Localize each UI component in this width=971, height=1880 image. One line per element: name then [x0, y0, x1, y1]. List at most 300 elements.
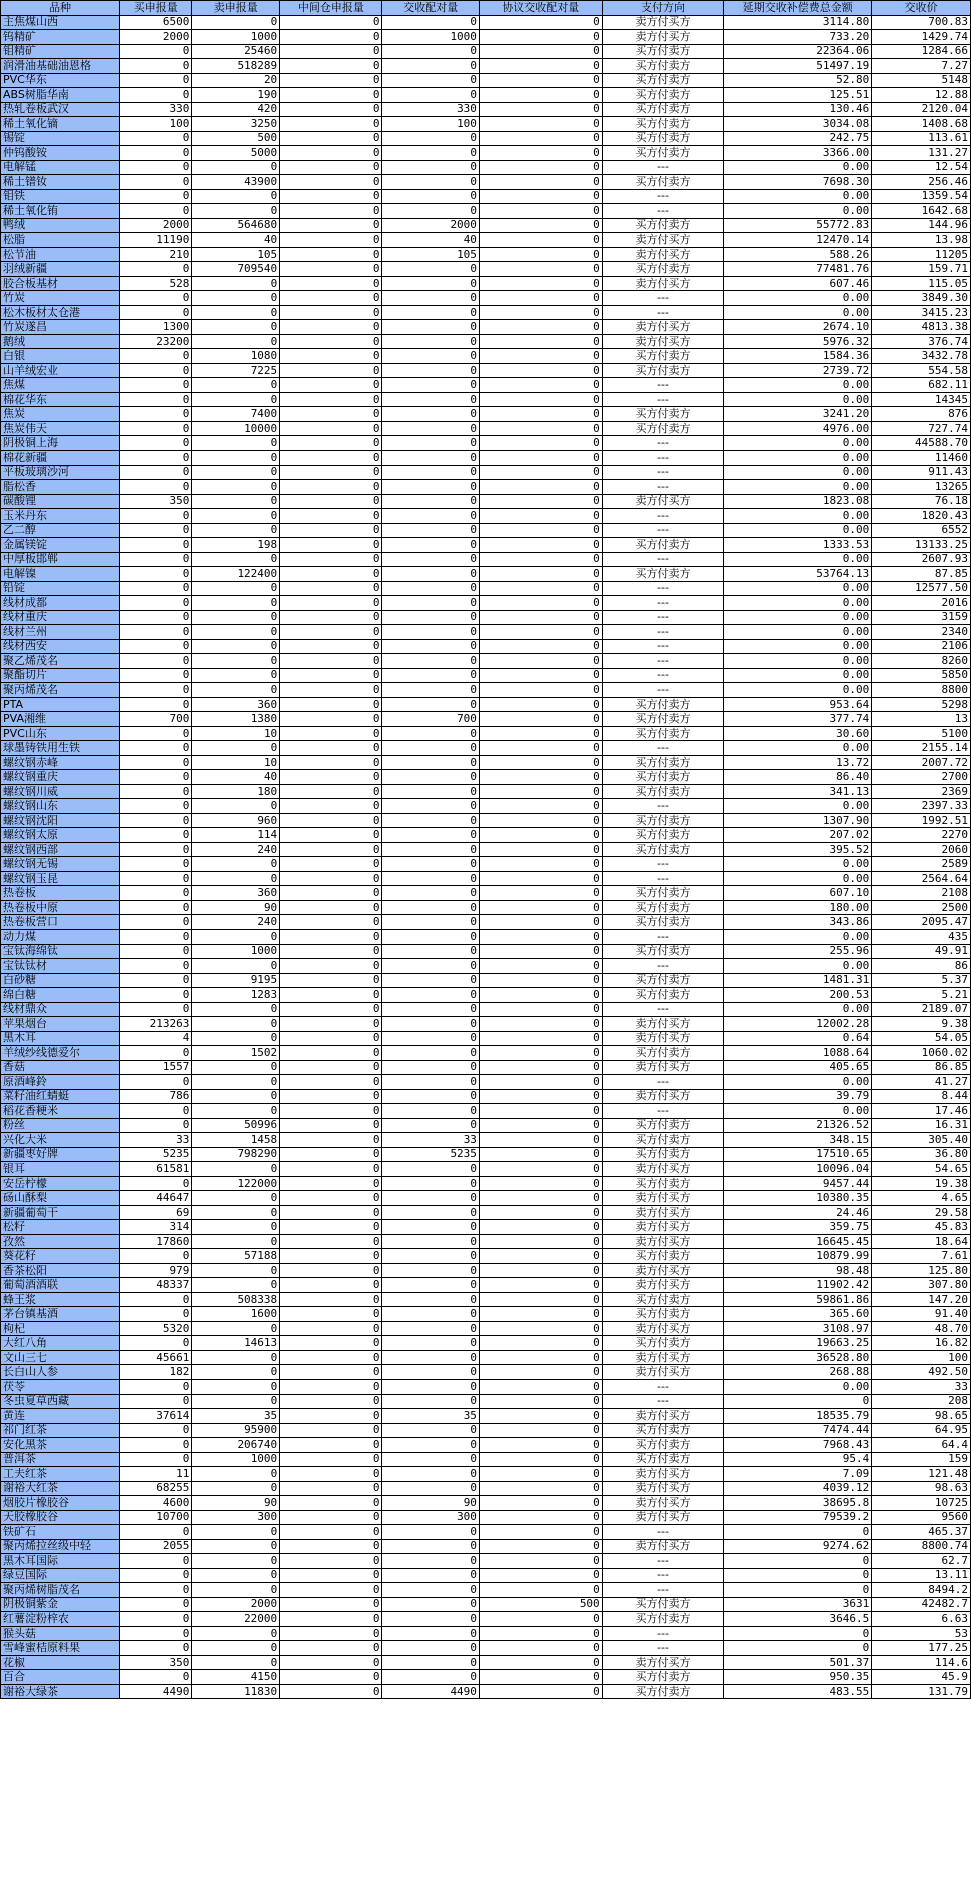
buy-qty-cell: 0: [120, 871, 192, 886]
agreement-qty-cell: 0: [479, 538, 602, 553]
agreement-qty-cell: 0: [479, 567, 602, 582]
compensation-cell: 0: [724, 1554, 872, 1569]
agreement-qty-cell: 0: [479, 523, 602, 538]
table-row: [1, 1684, 971, 1699]
compensation-cell: 3646.5: [724, 1612, 872, 1627]
compensation-cell: 13.72: [724, 755, 872, 770]
payment-direction-cell: ---: [602, 189, 724, 204]
payment-direction-cell: 买方付卖方: [602, 102, 724, 117]
agreement-qty-cell: 0: [479, 291, 602, 306]
sell-qty-cell: 0: [192, 1394, 280, 1409]
variety-cell: PTA: [1, 697, 120, 712]
sell-qty-cell: 0: [192, 1525, 280, 1540]
agreement-qty-cell: 0: [479, 1641, 602, 1656]
table-row: [1, 1525, 971, 1540]
matched-qty-cell: 100: [382, 117, 479, 132]
compensation-cell: 1481.31: [724, 973, 872, 988]
intermediate-qty-cell: 0: [280, 581, 382, 596]
intermediate-qty-cell: 0: [280, 30, 382, 45]
intermediate-qty-cell: 0: [280, 1496, 382, 1511]
variety-cell: 香菇: [1, 1060, 120, 1075]
matched-qty-cell: 0: [382, 1176, 479, 1191]
intermediate-qty-cell: 0: [280, 509, 382, 524]
sell-qty-cell: 960: [192, 813, 280, 828]
buy-qty-cell: 0: [120, 349, 192, 364]
compensation-cell: 0.00: [724, 799, 872, 814]
variety-cell: 茅台镇基酒: [1, 1307, 120, 1322]
compensation-cell: 36528.80: [724, 1350, 872, 1365]
payment-direction-cell: 买方付卖方: [602, 813, 724, 828]
agreement-qty-cell: 0: [479, 305, 602, 320]
table-row: [1, 799, 971, 814]
compensation-cell: 0.00: [724, 959, 872, 974]
intermediate-qty-cell: 0: [280, 1670, 382, 1685]
matched-qty-cell: 0: [382, 1365, 479, 1380]
delivery-price-cell: 5.37: [872, 973, 971, 988]
buy-qty-cell: 0: [120, 1626, 192, 1641]
sell-qty-cell: 518289: [192, 59, 280, 74]
buy-qty-cell: 0: [120, 538, 192, 553]
matched-qty-cell: 0: [382, 494, 479, 509]
payment-direction-cell: ---: [602, 523, 724, 538]
buy-qty-cell: 0: [120, 697, 192, 712]
payment-direction-cell: ---: [602, 581, 724, 596]
delivery-price-cell: 48.70: [872, 1321, 971, 1336]
buy-qty-cell: 528: [120, 276, 192, 291]
delivery-price-cell: 177.25: [872, 1641, 971, 1656]
agreement-qty-cell: 0: [479, 349, 602, 364]
buy-qty-cell: 33: [120, 1133, 192, 1148]
agreement-qty-cell: 0: [479, 813, 602, 828]
matched-qty-cell: 0: [382, 392, 479, 407]
agreement-qty-cell: 0: [479, 1046, 602, 1061]
matched-qty-cell: 0: [382, 1321, 479, 1336]
table-row: [1, 1133, 971, 1148]
agreement-qty-cell: 0: [479, 755, 602, 770]
payment-direction-cell: 买方付卖方: [602, 363, 724, 378]
agreement-qty-cell: 0: [479, 1583, 602, 1598]
payment-direction-cell: ---: [602, 654, 724, 669]
buy-qty-cell: 0: [120, 1568, 192, 1583]
intermediate-qty-cell: 0: [280, 160, 382, 175]
variety-cell: 原酒峰鈴: [1, 1075, 120, 1090]
compensation-cell: 0.00: [724, 930, 872, 945]
compensation-cell: 0.00: [724, 581, 872, 596]
variety-cell: 棉花新疆: [1, 450, 120, 465]
payment-direction-cell: 买方付卖方: [602, 1176, 724, 1191]
delivery-price-cell: 12.54: [872, 160, 971, 175]
sell-qty-cell: 0: [192, 1060, 280, 1075]
matched-qty-cell: 0: [382, 871, 479, 886]
table-row: [1, 1641, 971, 1656]
table-row: [1, 726, 971, 741]
delivery-price-cell: 159: [872, 1452, 971, 1467]
table-row: [1, 44, 971, 59]
sell-qty-cell: 43900: [192, 175, 280, 190]
delivery-price-cell: 2369: [872, 784, 971, 799]
agreement-qty-cell: 0: [479, 1089, 602, 1104]
buy-qty-cell: 0: [120, 436, 192, 451]
sell-qty-cell: 105: [192, 247, 280, 262]
delivery-price-cell: 29.58: [872, 1205, 971, 1220]
variety-cell: 热卷板营口: [1, 915, 120, 930]
matched-qty-cell: 2000: [382, 218, 479, 233]
sell-qty-cell: 0: [192, 1365, 280, 1380]
table-row: [1, 59, 971, 74]
intermediate-qty-cell: 0: [280, 378, 382, 393]
payment-direction-cell: 买方付卖方: [602, 1438, 724, 1453]
payment-direction-cell: 买方付卖方: [602, 175, 724, 190]
buy-qty-cell: 0: [120, 1554, 192, 1569]
header-row: [1, 1, 971, 16]
buy-qty-cell: 0: [120, 1379, 192, 1394]
variety-cell: 中厚板邯郸: [1, 552, 120, 567]
matched-qty-cell: 0: [382, 1597, 479, 1612]
variety-cell: 孜然: [1, 1234, 120, 1249]
agreement-qty-cell: 0: [479, 450, 602, 465]
payment-direction-cell: 卖方付买方: [602, 1234, 724, 1249]
delivery-price-cell: 16.31: [872, 1118, 971, 1133]
intermediate-qty-cell: 0: [280, 1626, 382, 1641]
variety-cell: 聚丙烯茂名: [1, 683, 120, 698]
variety-cell: 阴极铜上海: [1, 436, 120, 451]
table-row: [1, 741, 971, 756]
buy-qty-cell: 0: [120, 523, 192, 538]
table-row: [1, 784, 971, 799]
intermediate-qty-cell: 0: [280, 1409, 382, 1424]
table-row: [1, 436, 971, 451]
payment-direction-cell: ---: [602, 871, 724, 886]
variety-cell: 白砂糖: [1, 973, 120, 988]
intermediate-qty-cell: 0: [280, 1191, 382, 1206]
sell-qty-cell: 0: [192, 1162, 280, 1177]
compensation-cell: 0.00: [724, 480, 872, 495]
matched-qty-cell: 0: [382, 770, 479, 785]
agreement-qty-cell: 0: [479, 944, 602, 959]
matched-qty-cell: 0: [382, 654, 479, 669]
buy-qty-cell: 0: [120, 552, 192, 567]
intermediate-qty-cell: 0: [280, 1118, 382, 1133]
buy-qty-cell: 0: [120, 813, 192, 828]
variety-cell: 竹炭遂昌: [1, 320, 120, 335]
table-row: [1, 450, 971, 465]
table-row: [1, 1002, 971, 1017]
agreement-qty-cell: 0: [479, 131, 602, 146]
matched-qty-cell: 0: [382, 291, 479, 306]
variety-cell: 平板玻璃沙河: [1, 465, 120, 480]
table-row: [1, 915, 971, 930]
matched-qty-cell: 0: [382, 320, 479, 335]
intermediate-qty-cell: 0: [280, 189, 382, 204]
compensation-cell: 0.00: [724, 1104, 872, 1119]
matched-qty-cell: 0: [382, 276, 479, 291]
intermediate-qty-cell: 0: [280, 915, 382, 930]
payment-direction-cell: 买方付卖方: [602, 1670, 724, 1685]
delivery-price-cell: 376.74: [872, 334, 971, 349]
sell-qty-cell: 40: [192, 233, 280, 248]
delivery-price-cell: 147.20: [872, 1292, 971, 1307]
variety-cell: 葡萄酒酒联: [1, 1278, 120, 1293]
agreement-qty-cell: 0: [479, 30, 602, 45]
matched-qty-cell: 0: [382, 930, 479, 945]
variety-cell: 普洱茶: [1, 1452, 120, 1467]
table-row: [1, 392, 971, 407]
sell-qty-cell: 0: [192, 450, 280, 465]
matched-qty-cell: 0: [382, 900, 479, 915]
compensation-cell: 52.80: [724, 73, 872, 88]
table-row: [1, 262, 971, 277]
table-row: [1, 1626, 971, 1641]
table-row: [1, 1234, 971, 1249]
agreement-qty-cell: 0: [479, 509, 602, 524]
matched-qty-cell: 40: [382, 233, 479, 248]
intermediate-qty-cell: 0: [280, 799, 382, 814]
compensation-cell: 30.60: [724, 726, 872, 741]
variety-cell: 稀土氧化镝: [1, 117, 120, 132]
table-row: [1, 1191, 971, 1206]
payment-direction-cell: 买方付卖方: [602, 1147, 724, 1162]
sell-qty-cell: 4150: [192, 1670, 280, 1685]
agreement-qty-cell: 0: [479, 1176, 602, 1191]
agreement-qty-cell: 0: [479, 1234, 602, 1249]
sell-qty-cell: 0: [192, 160, 280, 175]
matched-qty-cell: 0: [382, 1539, 479, 1554]
buy-qty-cell: 0: [120, 509, 192, 524]
delivery-price-cell: 131.79: [872, 1684, 971, 1699]
payment-direction-cell: ---: [602, 509, 724, 524]
payment-direction-cell: 买方付卖方: [602, 900, 724, 915]
intermediate-qty-cell: 0: [280, 552, 382, 567]
table-row: [1, 1539, 971, 1554]
sell-qty-cell: 0: [192, 1278, 280, 1293]
matched-qty-cell: 0: [382, 1394, 479, 1409]
variety-cell: 聚丙烯树脂茂名: [1, 1583, 120, 1598]
payment-direction-cell: 买方付卖方: [602, 262, 724, 277]
payment-direction-cell: 买方付卖方: [602, 784, 724, 799]
matched-qty-cell: 0: [382, 407, 479, 422]
intermediate-qty-cell: 0: [280, 1031, 382, 1046]
delivery-price-cell: 5100: [872, 726, 971, 741]
delivery-price-cell: 2589: [872, 857, 971, 872]
matched-qty-cell: 0: [382, 1017, 479, 1032]
buy-qty-cell: 0: [120, 755, 192, 770]
payment-direction-cell: 买方付卖方: [602, 421, 724, 436]
table-row: [1, 320, 971, 335]
variety-cell: 松籽: [1, 1220, 120, 1235]
variety-cell: 热卷板中原: [1, 900, 120, 915]
variety-cell: 粉丝: [1, 1118, 120, 1133]
agreement-qty-cell: 0: [479, 915, 602, 930]
variety-cell: 铁矿石: [1, 1525, 120, 1540]
buy-qty-cell: 0: [120, 1104, 192, 1119]
variety-cell: 绿豆国际: [1, 1568, 120, 1583]
delivery-price-cell: 7.27: [872, 59, 971, 74]
matched-qty-cell: 0: [382, 59, 479, 74]
buy-qty-cell: 6500: [120, 15, 192, 30]
agreement-qty-cell: 0: [479, 1191, 602, 1206]
agreement-qty-cell: 0: [479, 1075, 602, 1090]
compensation-cell: 7.09: [724, 1467, 872, 1482]
delivery-price-cell: 45.9: [872, 1670, 971, 1685]
matched-qty-cell: 0: [382, 1292, 479, 1307]
buy-qty-cell: 4600: [120, 1496, 192, 1511]
agreement-qty-cell: 0: [479, 1670, 602, 1685]
agreement-qty-cell: 0: [479, 871, 602, 886]
intermediate-qty-cell: 0: [280, 1263, 382, 1278]
table-row: [1, 770, 971, 785]
buy-qty-cell: 0: [120, 1525, 192, 1540]
variety-cell: 螺纹钢沈阳: [1, 813, 120, 828]
intermediate-qty-cell: 0: [280, 639, 382, 654]
matched-qty-cell: 0: [382, 581, 479, 596]
compensation-cell: 0: [724, 1583, 872, 1598]
delivery-price-cell: 13.11: [872, 1568, 971, 1583]
sell-qty-cell: 360: [192, 886, 280, 901]
delivery-price-cell: 2095.47: [872, 915, 971, 930]
sell-qty-cell: 0: [192, 1002, 280, 1017]
matched-qty-cell: 1000: [382, 30, 479, 45]
matched-qty-cell: 0: [382, 1075, 479, 1090]
delivery-price-cell: 8800: [872, 683, 971, 698]
agreement-qty-cell: 0: [479, 1496, 602, 1511]
intermediate-qty-cell: 0: [280, 1365, 382, 1380]
sell-qty-cell: 0: [192, 552, 280, 567]
compensation-cell: 255.96: [724, 944, 872, 959]
sell-qty-cell: 564680: [192, 218, 280, 233]
intermediate-qty-cell: 0: [280, 871, 382, 886]
variety-cell: 菜籽油红蜻蜓: [1, 1089, 120, 1104]
buy-qty-cell: 0: [120, 465, 192, 480]
delivery-price-cell: 62.7: [872, 1554, 971, 1569]
delivery-price-cell: 144.96: [872, 218, 971, 233]
delivery-price-cell: 64.95: [872, 1423, 971, 1438]
compensation-cell: 51497.19: [724, 59, 872, 74]
payment-direction-cell: 买方付卖方: [602, 538, 724, 553]
sell-qty-cell: 1000: [192, 944, 280, 959]
payment-direction-cell: ---: [602, 291, 724, 306]
intermediate-qty-cell: 0: [280, 233, 382, 248]
sell-qty-cell: 0: [192, 189, 280, 204]
intermediate-qty-cell: 0: [280, 1220, 382, 1235]
variety-cell: 乙二醇: [1, 523, 120, 538]
payment-direction-cell: 卖方付买方: [602, 1510, 724, 1525]
delivery-price-cell: 305.40: [872, 1133, 971, 1148]
sell-qty-cell: 14613: [192, 1336, 280, 1351]
table-row: [1, 930, 971, 945]
agreement-qty-cell: 0: [479, 988, 602, 1003]
agreement-qty-cell: 0: [479, 799, 602, 814]
sell-qty-cell: 0: [192, 1089, 280, 1104]
payment-direction-cell: 买方付卖方: [602, 1118, 724, 1133]
sell-qty-cell: 1502: [192, 1046, 280, 1061]
variety-cell: 螺纹钢无锡: [1, 857, 120, 872]
compensation-cell: 0.00: [724, 1075, 872, 1090]
matched-qty-cell: 0: [382, 1626, 479, 1641]
payment-direction-cell: 卖方付买方: [602, 1031, 724, 1046]
compensation-cell: 24.46: [724, 1205, 872, 1220]
delivery-price-cell: 465.37: [872, 1525, 971, 1540]
table-row: [1, 1655, 971, 1670]
intermediate-qty-cell: 0: [280, 1379, 382, 1394]
payment-direction-cell: ---: [602, 1554, 724, 1569]
intermediate-qty-cell: 0: [280, 886, 382, 901]
compensation-cell: 0.00: [724, 1379, 872, 1394]
variety-cell: 羊绒纱线德爱尔: [1, 1046, 120, 1061]
intermediate-qty-cell: 0: [280, 712, 382, 727]
table-row: [1, 755, 971, 770]
payment-direction-cell: 卖方付买方: [602, 1278, 724, 1293]
sell-qty-cell: 122000: [192, 1176, 280, 1191]
delivery-price-cell: 2340: [872, 625, 971, 640]
variety-cell: 山羊绒宏业: [1, 363, 120, 378]
agreement-qty-cell: 0: [479, 828, 602, 843]
matched-qty-cell: 0: [382, 1118, 479, 1133]
compensation-cell: 18535.79: [724, 1409, 872, 1424]
intermediate-qty-cell: 0: [280, 1525, 382, 1540]
agreement-qty-cell: 0: [479, 857, 602, 872]
intermediate-qty-cell: 0: [280, 900, 382, 915]
payment-direction-cell: 买方付卖方: [602, 726, 724, 741]
buy-qty-cell: 0: [120, 1292, 192, 1307]
buy-qty-cell: 37614: [120, 1409, 192, 1424]
table-row: [1, 988, 971, 1003]
intermediate-qty-cell: 0: [280, 1017, 382, 1032]
table-row: [1, 857, 971, 872]
table-row: [1, 1350, 971, 1365]
payment-direction-cell: ---: [602, 1104, 724, 1119]
compensation-cell: 0.00: [724, 204, 872, 219]
payment-direction-cell: 买方付卖方: [602, 1597, 724, 1612]
intermediate-qty-cell: 0: [280, 625, 382, 640]
agreement-qty-cell: 0: [479, 784, 602, 799]
variety-cell: 红薯淀粉梓农: [1, 1612, 120, 1627]
agreement-qty-cell: 0: [479, 959, 602, 974]
buy-qty-cell: 0: [120, 378, 192, 393]
table-row: [1, 1510, 971, 1525]
variety-cell: 线材成都: [1, 596, 120, 611]
matched-qty-cell: 0: [382, 726, 479, 741]
variety-cell: 文山三七: [1, 1350, 120, 1365]
agreement-qty-cell: 0: [479, 320, 602, 335]
payment-direction-cell: ---: [602, 305, 724, 320]
agreement-qty-cell: 0: [479, 1568, 602, 1583]
intermediate-qty-cell: 0: [280, 523, 382, 538]
sell-qty-cell: 0: [192, 1626, 280, 1641]
payment-direction-cell: ---: [602, 1641, 724, 1656]
sell-qty-cell: 1380: [192, 712, 280, 727]
matched-qty-cell: 0: [382, 1220, 479, 1235]
variety-cell: 枸杞: [1, 1321, 120, 1336]
matched-qty-cell: 0: [382, 523, 479, 538]
matched-qty-cell: 0: [382, 610, 479, 625]
agreement-qty-cell: 0: [479, 654, 602, 669]
buy-qty-cell: 0: [120, 770, 192, 785]
sell-qty-cell: 508338: [192, 1292, 280, 1307]
matched-qty-cell: 0: [382, 436, 479, 451]
variety-cell: 螺纹钢西部: [1, 842, 120, 857]
intermediate-qty-cell: 0: [280, 1684, 382, 1699]
table-row: [1, 944, 971, 959]
intermediate-qty-cell: 0: [280, 1307, 382, 1322]
variety-cell: 仲钨酸铵: [1, 146, 120, 161]
sell-qty-cell: 0: [192, 480, 280, 495]
variety-cell: PVA湘维: [1, 712, 120, 727]
buy-qty-cell: 0: [120, 581, 192, 596]
sell-qty-cell: 0: [192, 596, 280, 611]
variety-cell: PVC华东: [1, 73, 120, 88]
matched-qty-cell: 0: [382, 639, 479, 654]
payment-direction-cell: ---: [602, 450, 724, 465]
